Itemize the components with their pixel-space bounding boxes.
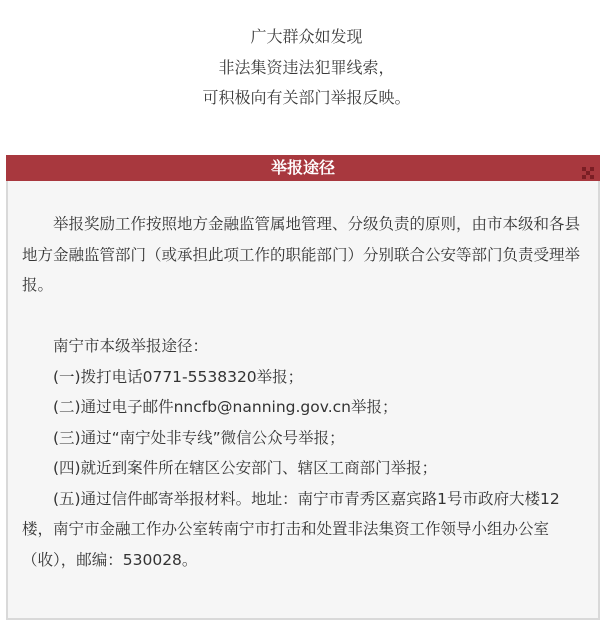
channel-item-phone: (一)拨打电话0771-5538320举报； xyxy=(53,367,304,386)
section-banner xyxy=(6,155,600,181)
channel-item-email: (二)通过电子邮件nncfb@nanning.gov.cn举报； xyxy=(53,398,398,416)
channel-item-wechat: (三)通过“南宁处非专线”微信公众号举报； xyxy=(53,428,345,447)
section-title: 举报途径 xyxy=(270,158,335,177)
intro-line-3: 可积极向有关部门举报反映。 xyxy=(202,88,411,107)
corner-decoration-icon xyxy=(582,167,594,179)
channels-heading: 南宁市本级举报途径： xyxy=(53,337,209,355)
channel-item-mail: (五)通过信件邮寄举报材料。地址：南宁市青秀区嘉宾路1号市政府大楼12楼，南宁市金融工作办公室转南宁市打击和处置非法集资工作领导小组办公室（收），邮编：530028。 xyxy=(22,489,560,569)
intro-line-2: 非法集资违法犯罪线索， xyxy=(218,57,395,77)
intro-text xyxy=(0,22,613,114)
intro-line-1: 广大群众如发现 xyxy=(250,27,363,46)
channel-item-in-person: (四)就近到案件所在辖区公安部门、辖区工商部门举报； xyxy=(53,459,438,477)
content-box xyxy=(6,181,600,620)
intro-paragraph: 举报奖励工作按照地方金融监管属地管理、分级负责的原则，由市本级和各县地方金融监管部门（或承担此项工作的职能部门）分别联合公安等部门负责受理举报。 xyxy=(22,215,581,294)
